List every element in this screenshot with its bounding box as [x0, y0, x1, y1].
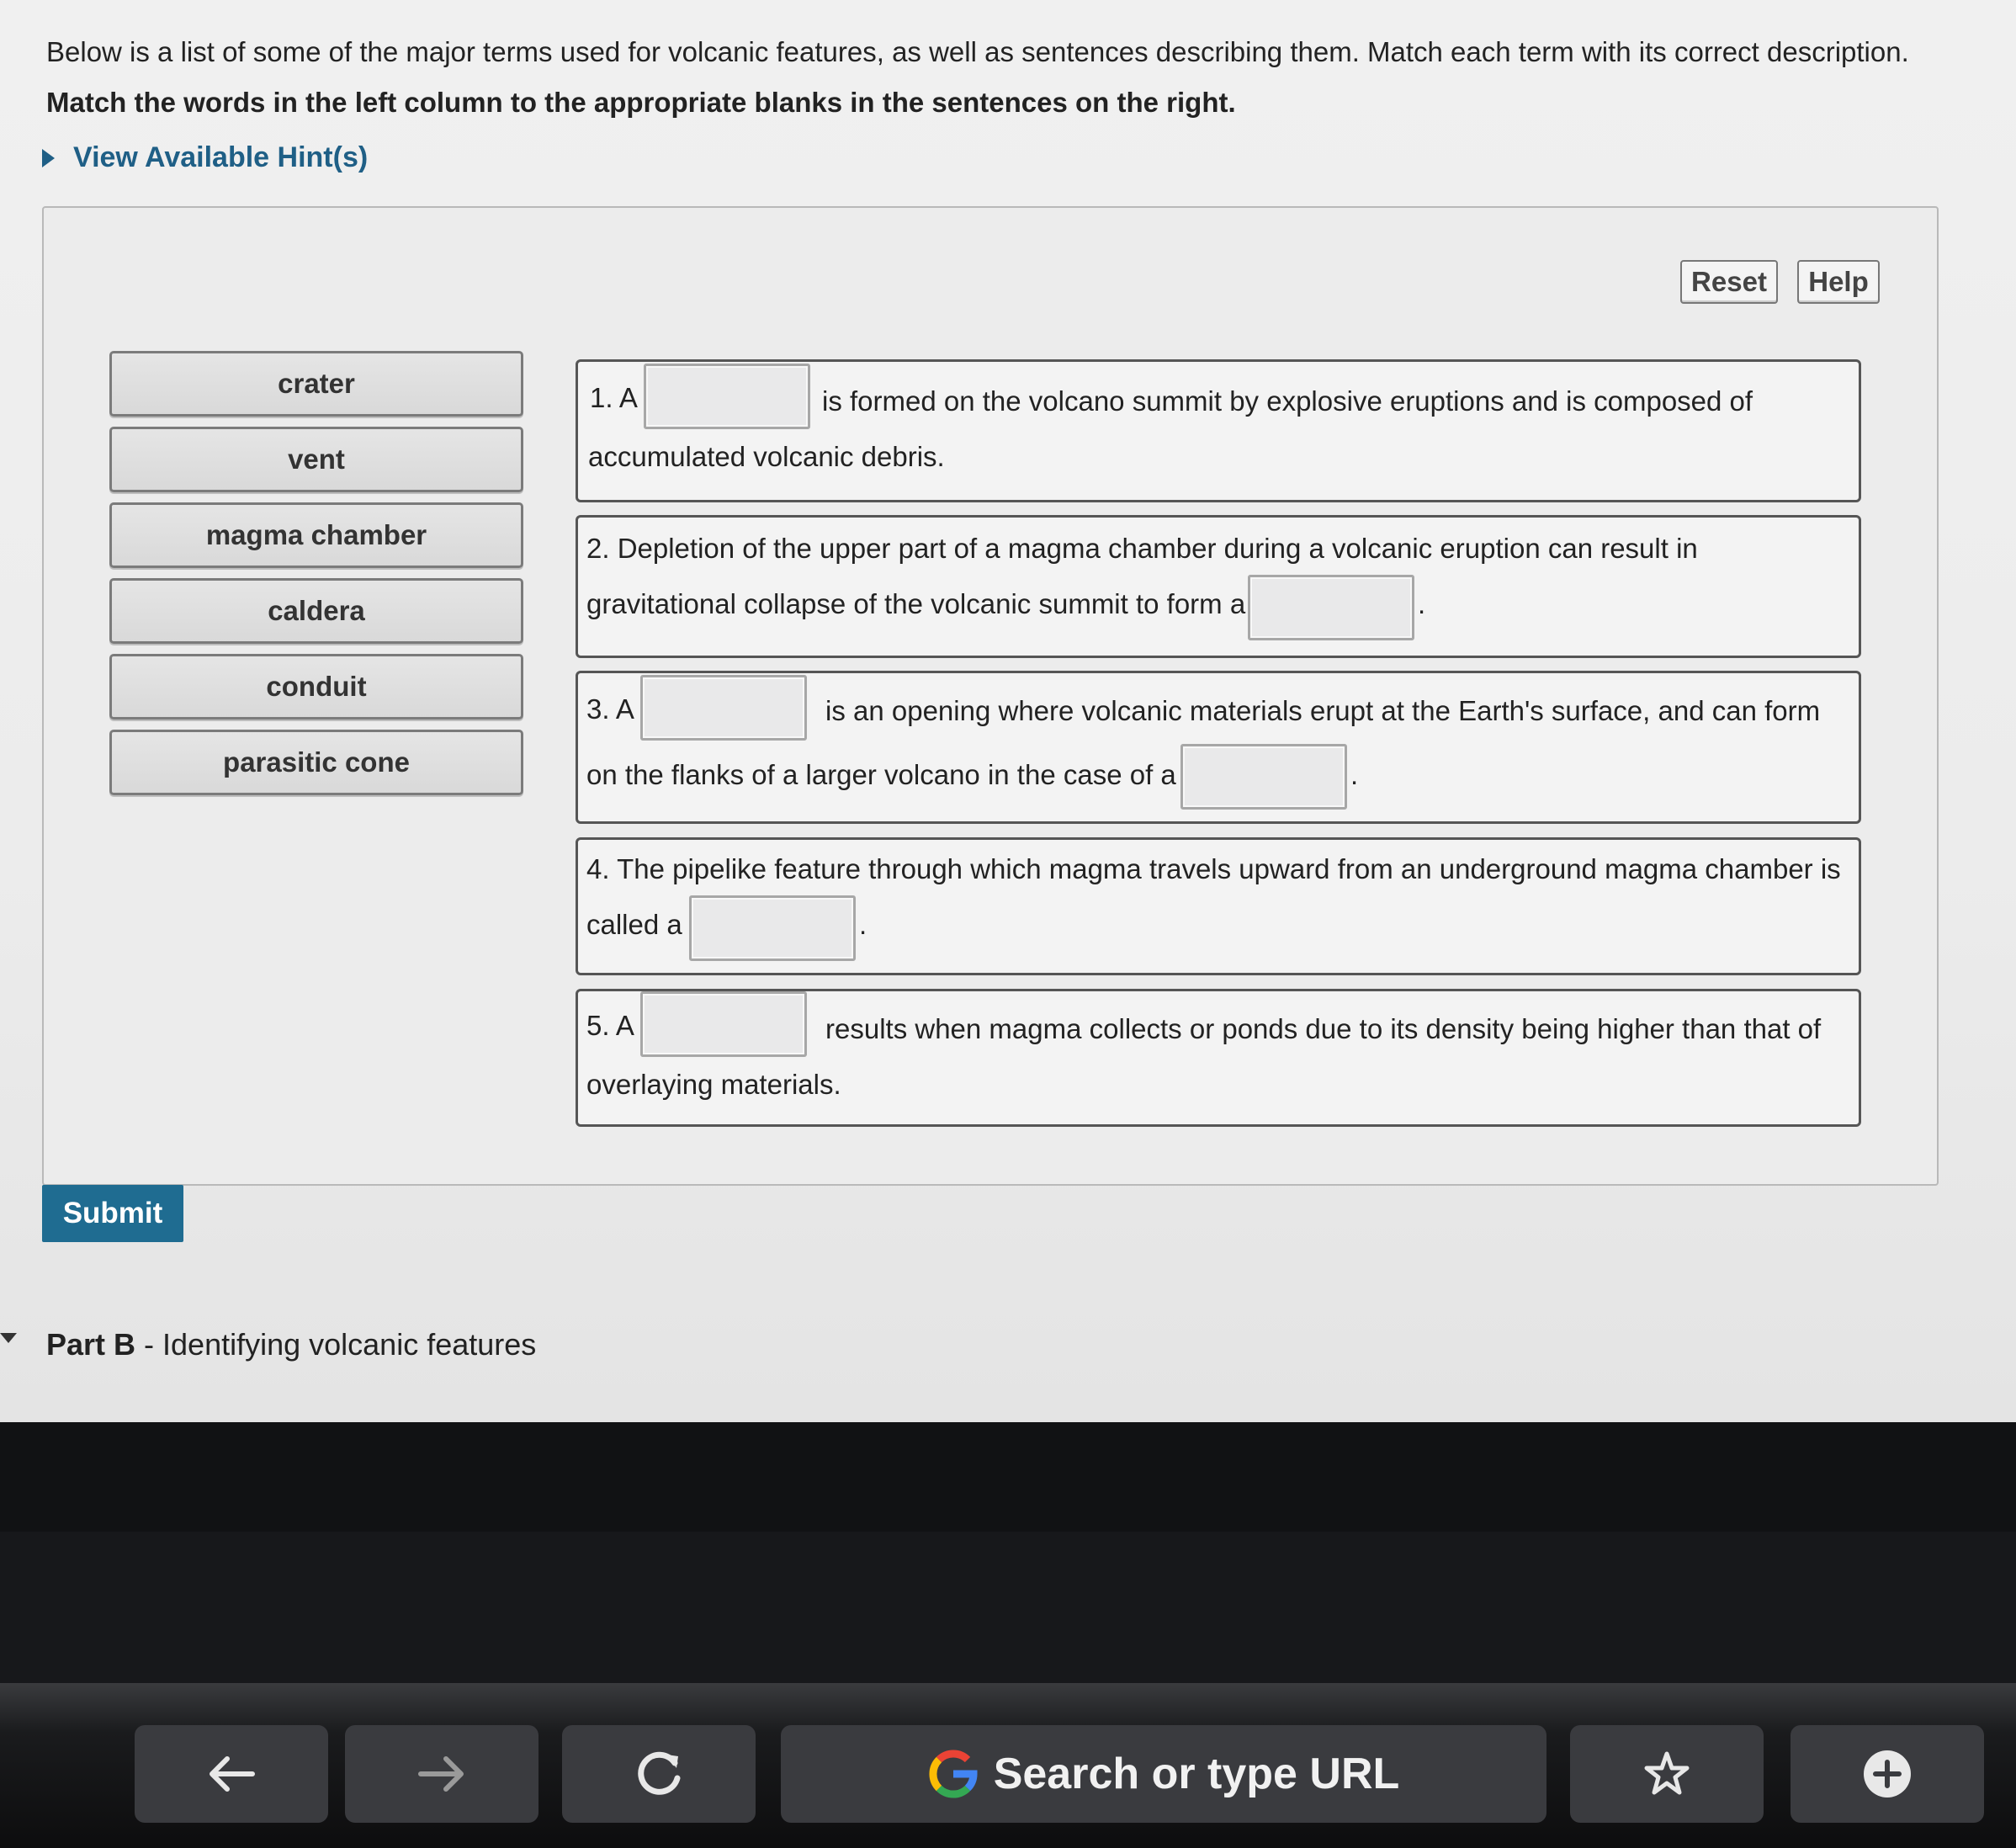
term-crater[interactable]: crater	[109, 351, 523, 417]
sentence-2-middle: gravitational collapse of the volcanic summit to form a	[586, 588, 1246, 619]
drop-blank-1[interactable]	[644, 364, 810, 429]
google-icon	[928, 1749, 979, 1799]
sentence-2-end: .	[1418, 588, 1426, 619]
sentence-5-end: overlaying materials.	[586, 1069, 841, 1100]
expand-triangle-icon	[42, 149, 55, 167]
touchbar-bookmark-button[interactable]	[1570, 1725, 1764, 1823]
collapse-triangle-icon	[0, 1333, 17, 1343]
term-vent[interactable]: vent	[109, 427, 523, 492]
submit-button[interactable]: Submit	[42, 1185, 183, 1242]
part-b-header[interactable]	[46, 1327, 536, 1362]
sentence-5-start: 5. A	[586, 1010, 634, 1041]
touchbar-new-tab-button[interactable]	[1791, 1725, 1984, 1823]
sentence-card-3	[576, 671, 1861, 824]
sentence-card-5	[576, 989, 1861, 1127]
url-placeholder: Search or type URL	[993, 1750, 1400, 1798]
drop-blank-4[interactable]	[1180, 744, 1347, 810]
matching-panel	[42, 206, 1939, 1186]
view-hints-label: View Available Hint(s)	[73, 141, 369, 173]
instructions-bold-text: Match the words in the left column to the appropriate blanks in the sentences on the right.	[46, 87, 1236, 118]
touchbar-back-button[interactable]	[135, 1725, 328, 1823]
sentence-3-continued: on the flanks of a larger volcano in the case of a	[586, 759, 1176, 790]
instructions-text: Below is a list of some of the major terms used for volcanic features, as well as sentences describing them. Match each term with its correct description.	[46, 36, 1909, 67]
drop-blank-5[interactable]	[689, 895, 856, 961]
sentence-3-end: .	[1350, 759, 1359, 790]
sentence-2-start: 2. Depletion of the upper part of a magma chamber during a volcanic eruption can result in	[586, 533, 1698, 564]
reload-icon	[629, 1744, 688, 1803]
sentence-1-middle: is formed on the volcano summit by explosive eruptions and is composed of	[822, 385, 1753, 417]
sentence-card-4	[576, 837, 1861, 975]
drop-blank-6[interactable]	[640, 991, 807, 1057]
new-tab-plus-icon	[1860, 1747, 1914, 1801]
part-b-label: Part B	[46, 1327, 136, 1362]
sentence-card-2	[576, 515, 1861, 658]
touchbar-url-bar[interactable]	[781, 1725, 1546, 1823]
part-b-separator: -	[135, 1327, 163, 1362]
bookmark-star-icon	[1642, 1749, 1692, 1799]
touchbar-forward-button[interactable]	[345, 1725, 538, 1823]
term-parasitic-cone[interactable]: parasitic cone	[109, 730, 523, 795]
drop-blank-3[interactable]	[640, 675, 807, 741]
sentence-3-middle: is an opening where volcanic materials erupt at the Earth's surface, and can form	[825, 695, 1821, 726]
sentence-4-middle: called a	[586, 909, 682, 940]
sentence-3-start: 3. A	[586, 693, 634, 725]
instructions-bold	[46, 77, 1982, 128]
back-arrow-icon	[202, 1749, 261, 1799]
part-b-title: Identifying volcanic features	[162, 1327, 537, 1362]
term-conduit[interactable]: conduit	[109, 654, 523, 720]
sentence-5-middle: results when magma collects or ponds due to its density being higher than that of	[825, 1013, 1822, 1044]
term-caldera[interactable]: caldera	[109, 578, 523, 644]
drop-blank-2[interactable]	[1248, 575, 1414, 640]
touchbar-reload-button[interactable]	[562, 1725, 756, 1823]
sentence-1-end: accumulated volcanic debris.	[588, 441, 945, 472]
view-hints-link[interactable]	[42, 141, 368, 174]
forward-arrow-icon	[412, 1749, 471, 1799]
sentence-1-start: 1. A	[590, 382, 638, 413]
term-magma-chamber[interactable]: magma chamber	[109, 502, 523, 568]
sentence-4-start: 4. The pipelike feature through which magma travels upward from an underground magma chamber is	[586, 853, 1841, 884]
instructions	[46, 27, 1982, 128]
sentence-4-end: .	[859, 909, 867, 940]
reset-button[interactable]: Reset	[1680, 260, 1778, 304]
laptop-bezel-lower	[0, 1532, 2016, 1683]
sentence-card-1	[576, 359, 1861, 502]
help-button[interactable]: Help	[1797, 260, 1880, 304]
